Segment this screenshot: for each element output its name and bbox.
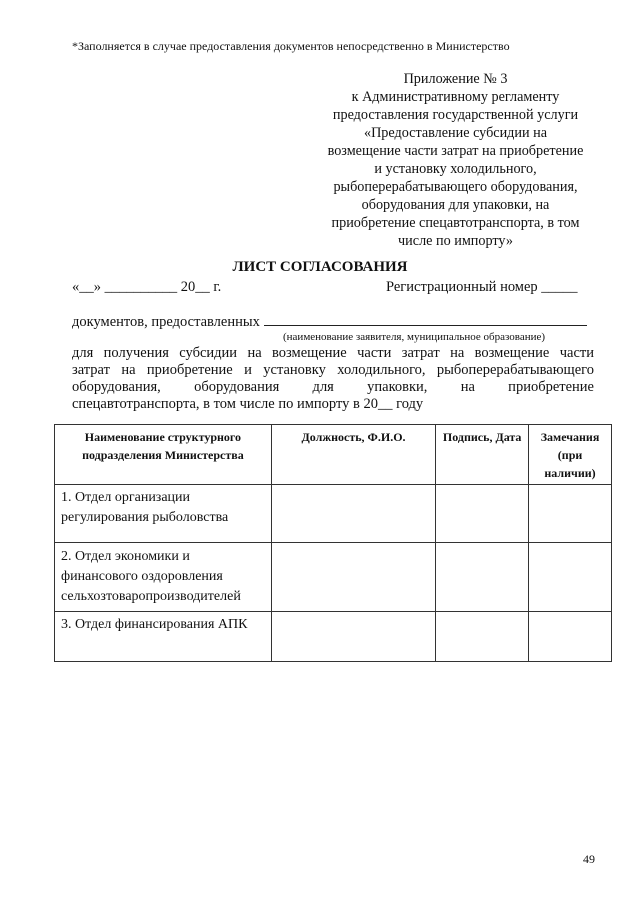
appendix-line: числе по импорту»: [398, 233, 513, 249]
documents-label: документов, предоставленных: [72, 314, 260, 330]
remarks-cell: [529, 485, 612, 543]
appendix-line: Приложение № 3: [403, 71, 508, 87]
purpose-paragraph: [72, 345, 594, 413]
appendix-block: [318, 70, 593, 250]
table-row: [55, 543, 612, 612]
appendix-line: приобретение спецавтотранспорта, в том: [331, 215, 580, 231]
appendix-line: и установку холодильного,: [374, 161, 537, 177]
purpose-line: затрат на приобретение и установку холодильного, рыбоперерабатывающего: [72, 362, 594, 378]
header-remarks: Замечания (при наличии): [529, 425, 612, 485]
department-cell: 1. Отдел организации регулирования рыболовства: [55, 485, 272, 543]
document-title: ЛИСТ СОГЛАСОВАНИЯ: [232, 259, 408, 275]
date-line: «__» __________ 20__ г.: [72, 279, 222, 295]
header-signature: Подпись, Дата: [436, 425, 529, 485]
appendix-line: возмещение части затрат на приобретение: [327, 143, 584, 159]
approval-table: [54, 424, 612, 662]
applicant-blank-field: [264, 313, 587, 326]
table-row: [55, 485, 612, 543]
appendix-line: предоставления государственной услуги: [332, 107, 579, 123]
remarks-cell: [529, 612, 612, 662]
purpose-line: для получения субсидии на возмещение части затрат на возмещение части: [72, 345, 594, 361]
table-row: [55, 612, 612, 662]
signature-cell: [436, 543, 529, 612]
department-cell: 3. Отдел финансирования АПК: [55, 612, 272, 662]
signature-cell: [436, 485, 529, 543]
table-header-row: [55, 425, 612, 485]
appendix-line: к Административному регламенту: [351, 89, 560, 105]
appendix-line: оборудования для упаковки, на: [361, 197, 550, 213]
footnote: *Заполняется в случае предоставления документов непосредственно в Министерство: [72, 39, 510, 53]
position-cell: [271, 485, 435, 543]
appendix-line: «Предоставление субсидии на: [363, 125, 548, 141]
applicant-hint: (наименование заявителя, муниципальное образование): [283, 331, 546, 343]
header-position: Должность, Ф.И.О.: [271, 425, 435, 485]
page-number: 49: [583, 852, 595, 866]
signature-cell: [436, 612, 529, 662]
appendix-line: рыбоперерабатывающего оборудования,: [333, 179, 578, 195]
registration-number-line: Регистрационный номер _____: [386, 279, 578, 295]
position-cell: [271, 543, 435, 612]
remarks-cell: [529, 543, 612, 612]
department-cell: 2. Отдел экономики и финансового оздоровления сельхозтоваропроизводителей: [55, 543, 272, 612]
position-cell: [271, 612, 435, 662]
purpose-line: оборудования, оборудования для упаковки, на приобретение: [72, 379, 594, 395]
documents-line: [72, 313, 587, 331]
purpose-line: спецавтотранспорта, в том числе по импорту в 20__ году: [72, 396, 424, 412]
header-department: Наименование структурного подразделения Министерства: [55, 425, 272, 485]
